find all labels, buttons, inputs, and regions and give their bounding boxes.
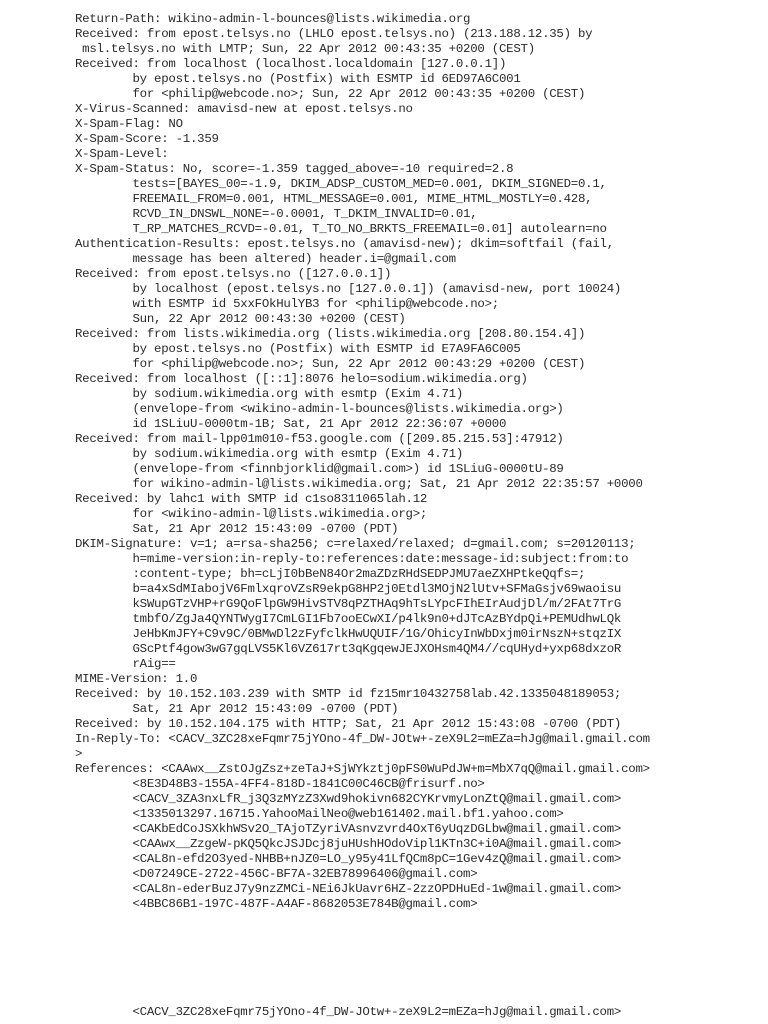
header-line: by sodium.wikimedia.org with esmtp (Exim 4.71) <box>75 387 464 401</box>
header-line: <D07249CE-2722-456C-BF7A-32EB78996406@gmail.com> <box>75 867 478 881</box>
header-line: for <philip@webcode.no>; Sun, 22 Apr 2012 00:43:29 +0200 (CEST) <box>75 357 586 371</box>
header-line: Received: from lists.wikimedia.org (lists.wikimedia.org [208.80.154.4]) <box>75 327 586 341</box>
email-raw-headers <box>75 12 755 912</box>
header-line: with ESMTP id 5xxFOkHulYB3 for <philip@webcode.no>; <box>75 297 499 311</box>
header-line: Sat, 21 Apr 2012 15:43:09 -0700 (PDT) <box>75 522 399 536</box>
header-line: (envelope-from <finnbjorklid@gmail.com>) id 1SLiuG-0000tU-89 <box>75 462 564 476</box>
header-line: by sodium.wikimedia.org with esmtp (Exim 4.71) <box>75 447 464 461</box>
header-line: Received: from localhost (localhost.localdomain [127.0.0.1]) <box>75 57 507 71</box>
header-line: Received: by 10.152.104.175 with HTTP; Sat, 21 Apr 2012 15:43:08 -0700 (PDT) <box>75 717 622 731</box>
references-continuation-line: <CACV_3ZC28xeFqmr75jYOno-4f_DW-JOtw+-zeX9L2=mEZa=hJg@mail.gmail.com> <box>75 1005 622 1019</box>
header-line: Received: by lahc1 with SMTP id c1so8311065lah.12 <box>75 492 428 506</box>
header-line: JeHbKmJFY+C9v9C/0BMwDl2zFyfclkHwUQUIF/1G/OhicyInWbDxjm0irNszN+stqzIX <box>75 627 622 641</box>
header-line: tmbfO/ZgJa4QYNTWygI7CmLGI1Fb7ooECwXI/p4lk9n0+dJTcAzBYdpQi+PEMUdhwLQk <box>75 612 622 626</box>
header-line: Sat, 21 Apr 2012 15:43:09 -0700 (PDT) <box>75 702 399 716</box>
header-line: Sun, 22 Apr 2012 00:43:30 +0200 (CEST) <box>75 312 406 326</box>
header-line: (envelope-from <wikino-admin-l-bounces@lists.wikimedia.org>) <box>75 402 564 416</box>
header-line: for <philip@webcode.no>; Sun, 22 Apr 2012 00:43:35 +0200 (CEST) <box>75 87 586 101</box>
header-line: b=a4xSdMIabojV6FmlxqroVZsR9ekpG8HP2j0Etdl3MOjN2lUtv+SFMaGsjv69waoisu <box>75 582 622 596</box>
header-line: for wikino-admin-l@lists.wikimedia.org; Sat, 21 Apr 2012 22:35:57 +0000 <box>75 477 643 491</box>
header-line: FREEMAIL_FROM=0.001, HTML_MESSAGE=0.001, MIME_HTML_MOSTLY=0.428, <box>75 192 593 206</box>
header-line: tests=[BAYES_00=-1.9, DKIM_ADSP_CUSTOM_MED=0.001, DKIM_SIGNED=0.1, <box>75 177 607 191</box>
header-line: <CAL8n-ederBuzJ7y9nzZMCi-NEi6JkUavr6HZ-2zzOPDHuEd-1w@mail.gmail.com> <box>75 882 622 896</box>
header-line: <CAKbEdCoJSXkhWSv2O_TAjoTZyriVAsnvzvrd4OxT6yUqzDGLbw@mail.gmail.com> <box>75 822 622 836</box>
header-line: <CAL8n-efd2O3yed-NHBB+nJZ0=LO_y95y41LfQCm8pC=1Gev4zQ@mail.gmail.com> <box>75 852 622 866</box>
header-line: h=mime-version:in-reply-to:references:date:message-id:subject:from:to <box>75 552 629 566</box>
header-line: id 1SLiuU-0000tm-1B; Sat, 21 Apr 2012 22:36:07 +0000 <box>75 417 507 431</box>
header-line: :content-type; bh=cLjI0bBeN84Or2maZDzRHdSEDPJMU7aeZXHPtkeQqfs=; <box>75 567 586 581</box>
header-line: T_RP_MATCHES_RCVD=-0.01, T_TO_NO_BRKTS_FREEMAIL=0.01] autolearn=no <box>75 222 607 236</box>
header-line: Authentication-Results: epost.telsys.no (amavisd-new); dkim=softfail (fail, <box>75 237 614 251</box>
header-line: kSWupGTzVHP+rG9QoFlpGW9HivSTV8qPZTHAq9hTsLYpcFIhEIrAudjDl/m/2FAt7TrG <box>75 597 622 611</box>
header-line: Received: from localhost ([::1]:8076 helo=sodium.wikimedia.org) <box>75 372 528 386</box>
header-line: by epost.telsys.no (Postfix) with ESMTP id E7A9FA6C005 <box>75 342 521 356</box>
header-line: Received: by 10.152.103.239 with SMTP id fz15mr10432758lab.42.1335048189053; <box>75 687 622 701</box>
header-line: X-Virus-Scanned: amavisd-new at epost.telsys.no <box>75 102 413 116</box>
header-line: In-Reply-To: <CACV_3ZC28xeFqmr75jYOno-4f_DW-JOtw+-zeX9L2=mEZa=hJg@mail.gmail.com <box>75 732 650 746</box>
header-line: rAig== <box>75 657 176 671</box>
header-line: Received: from epost.telsys.no ([127.0.0.1]) <box>75 267 392 281</box>
header-line: Received: from mail-lpp01m010-f53.google.com ([209.85.215.53]:47912) <box>75 432 564 446</box>
header-line: Return-Path: wikino-admin-l-bounces@lists.wikimedia.org <box>75 12 471 26</box>
header-line: DKIM-Signature: v=1; a=rsa-sha256; c=relaxed/relaxed; d=gmail.com; s=20120113; <box>75 537 636 551</box>
header-line: by localhost (epost.telsys.no [127.0.0.1]) (amavisd-new, port 10024) <box>75 282 622 296</box>
header-line: by epost.telsys.no (Postfix) with ESMTP id 6ED97A6C001 <box>75 72 521 86</box>
header-line: <8E3D48B3-155A-4FF4-818D-1841C00C46CB@frisurf.no> <box>75 777 485 791</box>
header-line: <4BBC86B1-197C-487F-A4AF-8682053E784B@gmail.com> <box>75 897 478 911</box>
header-line: X-Spam-Status: No, score=-1.359 tagged_above=-10 required=2.8 <box>75 162 514 176</box>
header-line: > <box>75 747 83 761</box>
header-line: GScPtf4gow3wG7gqLVS5Kl6VZ617rt3qKgqewJEJXOHsm4QM4//cqUHyd+yxp68dxzoR <box>75 642 622 656</box>
header-line: X-Spam-Score: -1.359 <box>75 132 219 146</box>
header-line: for <wikino-admin-l@lists.wikimedia.org>; <box>75 507 428 521</box>
header-line: message has been altered) header.i=@gmail.com <box>75 252 456 266</box>
header-line: msl.telsys.no with LMTP; Sun, 22 Apr 2012 00:43:35 +0200 (CEST) <box>75 42 535 56</box>
header-line: Received: from epost.telsys.no (LHLO epost.telsys.no) (213.188.12.35) by <box>75 27 593 41</box>
header-line: MIME-Version: 1.0 <box>75 672 198 686</box>
header-line: X-Spam-Flag: NO <box>75 117 183 131</box>
header-line: RCVD_IN_DNSWL_NONE=-0.0001, T_DKIM_INVALID=0.01, <box>75 207 478 221</box>
header-line: <CACV_3ZA3nxLfR_j3Q3zMYzZ3Xwd9hokivn682CYKrvmyLonZtQ@mail.gmail.com> <box>75 792 622 806</box>
header-line: References: <CAAwx__ZstOJgZsz+zeTaJ+SjWYkztj0pFS0WuPdJW+m=MbX7qQ@mail.gmail.com> <box>75 762 650 776</box>
header-line: <CAAwx__ZzgeW-pKQ5QkcJSJDcj8juHUshHOdoVipl1KTn3C+i0A@mail.gmail.com> <box>75 837 622 851</box>
header-line: X-Spam-Level: <box>75 147 169 161</box>
header-line: <1335013297.16715.YahooMailNeo@web161402.mail.bf1.yahoo.com> <box>75 807 564 821</box>
